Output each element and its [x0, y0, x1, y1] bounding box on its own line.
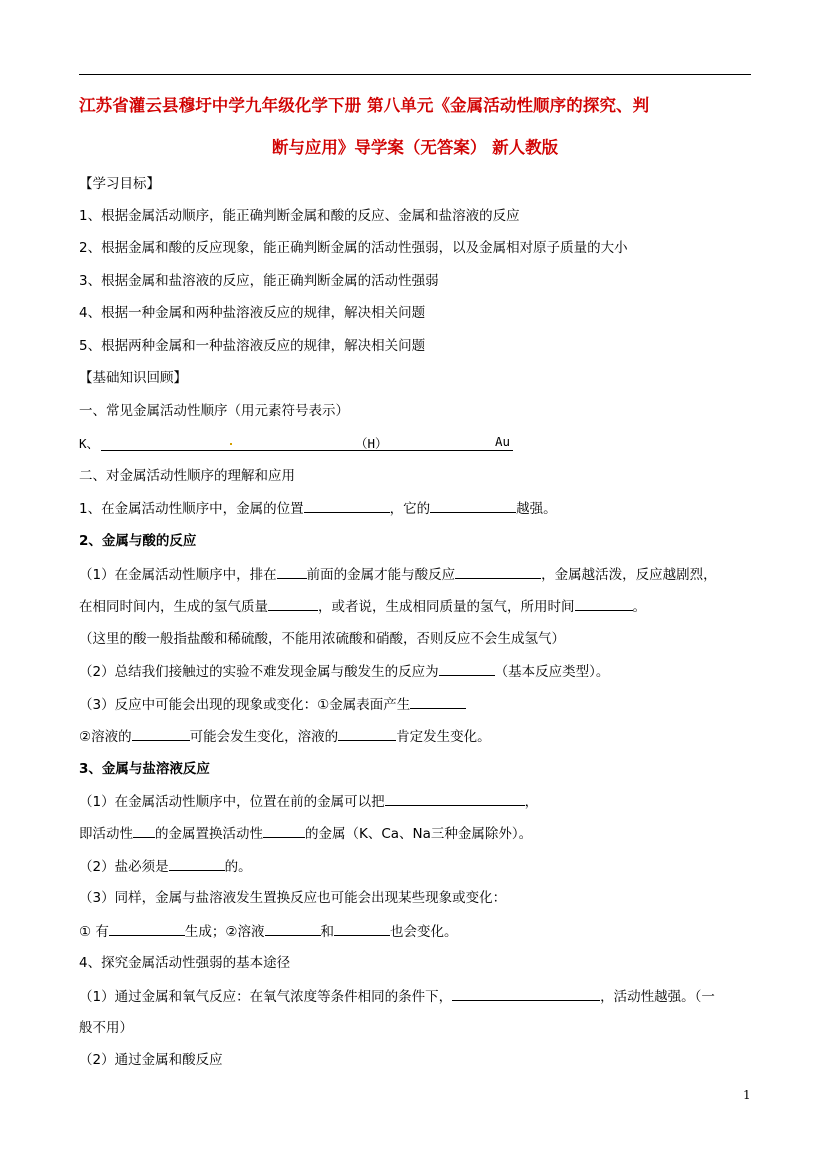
- para-12-text-d: 也会变化。: [390, 924, 458, 940]
- section-2-heading: 二、对金属活动性顺序的理解和应用: [79, 468, 295, 484]
- goals-heading: 【学习目标】: [79, 176, 160, 192]
- para-12-text-a: ① 有: [79, 924, 109, 940]
- para-1-text-a: 1、在金属活动性顺序中，金属的位置: [79, 501, 304, 517]
- para-3-text-a: 在相同时间内，生成的氢气质量: [79, 599, 268, 615]
- goal-item-3: 3、根据金属和盐溶液的反应，能正确判断金属的活动性强弱: [79, 273, 439, 289]
- para-6-text-a: （3）反应中可能会出现的现象或变化：①金属表面产生: [79, 697, 411, 713]
- para-5-text-a: （2）总结我们接触过的实验不难发现金属与酸发生的反应为: [79, 664, 439, 680]
- para-10-text-b: 的。: [224, 859, 252, 875]
- para-7-text-a: ②溶液的: [79, 729, 132, 745]
- para-11: （3）同样，金属与盐溶液发生置换反应也可能会出现某些现象或变化：: [79, 890, 507, 906]
- para-9-text-a: 即活动性: [79, 826, 133, 842]
- para-13-text-a: （1）通过金属和氧气反应：在氧气浓度等条件相同的条件下，: [79, 989, 453, 1005]
- para-3-text-b: ，或者说，生成相同质量的氢气，所用时间: [318, 599, 575, 615]
- au-text: Au: [495, 434, 511, 449]
- blank-6: [575, 596, 633, 611]
- blank-12: [133, 823, 155, 838]
- para-10: [79, 856, 252, 877]
- para-8-text-a: （1）在金属活动性顺序中，位置在前的金属可以把: [79, 794, 385, 810]
- para-5: [79, 661, 609, 682]
- para-9-text-c: 的金属（K、Ca、Na三种金属除外）。: [305, 826, 533, 842]
- section-1-heading: 一、常见金属活动性顺序（用元素符号表示）: [79, 403, 349, 419]
- blank-10: [338, 726, 396, 741]
- para-9-text-b: 的金属置换活动性: [155, 826, 263, 842]
- blank-14: [169, 856, 225, 871]
- para-3: [79, 596, 646, 617]
- para-1-text-b: ，它的: [389, 501, 431, 517]
- para-6: [79, 694, 466, 715]
- blank-7: [439, 661, 495, 676]
- para-13: [79, 986, 715, 1007]
- goal-item-4: 4、根据一种金属和两种盐溶液反应的规律，解决相关问题: [79, 305, 426, 321]
- para-8: [79, 791, 538, 812]
- doc-title-line1: 江苏省灌云县穆圩中学九年级化学下册 第八单元《金属活动性顺序的探究、判: [79, 96, 650, 115]
- para-12: [79, 921, 458, 942]
- blank-2: [430, 498, 516, 513]
- para-1: [79, 498, 557, 519]
- para-2-text-c: ，金属越活泼，反应越剧烈，: [541, 567, 717, 583]
- blank-11: [385, 791, 525, 806]
- activity-series-row: [79, 434, 519, 454]
- blank-4: [455, 564, 541, 579]
- blank-15: [109, 921, 185, 936]
- blank-3: [277, 564, 307, 579]
- para-4: （这里的酸一般指盐酸和稀硫酸，不能用浓硫酸和硝酸，否则反应不会生成氢气）: [79, 631, 565, 647]
- stray-dot: [230, 443, 232, 445]
- header-rule: [79, 74, 751, 75]
- para-7-text-c: 肯定发生变化。: [396, 729, 491, 745]
- section-4-heading: 4、探究金属活动性强弱的基本途径: [79, 955, 291, 971]
- k-start-text: K、: [79, 436, 100, 451]
- para-5-text-b: （基本反应类型）。: [494, 664, 610, 680]
- goal-item-1: 1、根据金属活动顺序，能正确判断金属和酸的反应、金属和盐溶液的反应: [79, 208, 520, 224]
- blank-13: [263, 823, 305, 838]
- para-1-text-c: 越强。: [516, 501, 557, 517]
- para-9: [79, 823, 532, 844]
- goal-item-5: 5、根据两种金属和一种盐溶液反应的规律，解决相关问题: [79, 338, 426, 354]
- blank-18: [452, 986, 600, 1001]
- blank-5: [268, 596, 318, 611]
- para-2-text-a: （1）在金属活动性顺序中，排在: [79, 567, 277, 583]
- activity-series-blank-2: [403, 450, 513, 451]
- para-10-text-a: （2）盐必须是: [79, 859, 169, 875]
- blank-16: [265, 921, 321, 936]
- para-8-text-b: ，: [524, 794, 539, 810]
- blank-8: [410, 694, 466, 709]
- review-heading: 【基础知识回顾】: [79, 370, 187, 386]
- doc-title-line2: 断与应用》导学案（无答案） 新人教版: [271, 138, 559, 157]
- subhead-acid: 2、金属与酸的反应: [79, 533, 197, 549]
- para-2: [79, 564, 717, 585]
- goal-item-2: 2、根据金属和酸的反应现象，能正确判断金属的活动性强弱，以及金属相对原子质量的大小: [79, 240, 628, 256]
- para-2-text-b: 前面的金属才能与酸反应: [306, 567, 456, 583]
- blank-17: [334, 921, 390, 936]
- para-15: （2）通过金属和酸反应: [79, 1052, 223, 1068]
- para-7: [79, 726, 491, 747]
- subhead-salt: 3、金属与盐溶液反应: [79, 761, 210, 777]
- para-12-text-c: 和: [320, 924, 335, 940]
- para-7-text-b: 可能会发生变化，溶液的: [189, 729, 339, 745]
- blank-1: [304, 498, 390, 513]
- para-14: 般不用）: [79, 1020, 133, 1036]
- para-12-text-b: 生成；②溶液: [184, 924, 265, 940]
- hydrogen-mark: （H）: [355, 436, 388, 451]
- page-number: 1: [743, 1088, 751, 1102]
- para-13-text-b: ，活动性越强。（一: [600, 989, 715, 1005]
- blank-9: [132, 726, 190, 741]
- para-3-text-c: 。: [632, 599, 646, 615]
